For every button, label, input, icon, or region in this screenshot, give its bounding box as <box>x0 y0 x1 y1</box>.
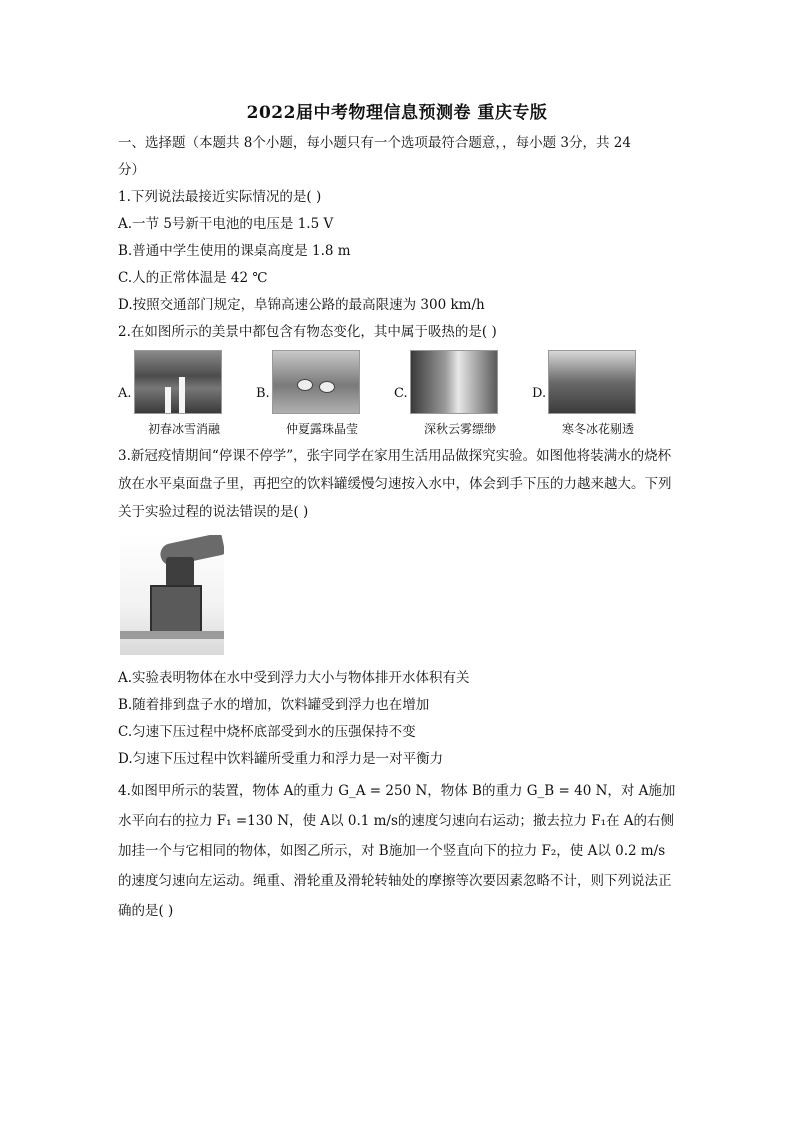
icicle-shape <box>179 377 185 413</box>
q3-experiment-photo <box>120 535 224 655</box>
q1-stem: 1.下列说法最接近实际情况的是( ) <box>118 189 322 205</box>
q1-option-b: B.普通中学生使用的课桌高度是 1.8 m <box>118 243 351 259</box>
q1-option-a: A.一节 5号新干电池的电压是 1.5 V <box>118 216 334 232</box>
q4-stem: 4.如图甲所示的装置，物体 A的重力 G_A = 250 N，物体 B的重力 G_B = 40 N，对 A施加水平向右的拉力 F₁ =130 N，使 A以 0.1 m/s的速度匀速向右运动；撤去拉力 F₁在 A的右侧加挂一个与它相同的物体，如图乙所示，对 B施加一个竖直向下的拉力 F₂，使 A以 0.2 m/s的速度匀速向左运动。绳重、滑轮重及滑轮转轴处的摩擦等次要因素忽略不计，则下列说法正确的是( ) <box>118 783 676 919</box>
q3-stem: 3.新冠疫情期间“停课不停学”，张宇同学在家用生活用品做探究实验。如图他将装满水的烧杯放在水平桌面盘子里，再把空的饮料罐缓慢匀速按入水中，体会到手下压的力越来越大。下列关于实验过程的说法错误的是( ) <box>118 448 672 520</box>
q3-option-c: C.匀速下压过程中烧杯底部受到水的压强保持不变 <box>118 724 416 740</box>
plate-shape <box>120 631 224 639</box>
dewdrop-shape <box>319 381 335 393</box>
q2-picture-row <box>118 350 678 440</box>
q2-option-a-letter: A. <box>118 386 132 401</box>
q2-option-a-caption: 初春冰雪消融 <box>147 422 220 436</box>
section-heading-line-2: 分） <box>118 162 145 178</box>
q1-option-c: C.人的正常体温是 42 ℃ <box>118 270 268 286</box>
drink-can-shape <box>166 557 194 587</box>
q2-option-b-letter: B. <box>256 386 270 401</box>
q2-option-d-letter: D. <box>532 386 547 401</box>
beaker-shape <box>150 585 202 635</box>
cloud-mist-photo <box>410 350 498 414</box>
q3-option-b: B.随着排到盘子水的增加，饮料罐受到浮力也在增加 <box>118 697 430 713</box>
q2-option-c <box>394 350 524 440</box>
dewdrop-photo <box>272 350 360 414</box>
q2-option-b-caption: 仲夏露珠晶莹 <box>285 422 358 436</box>
q3-option-d: D.匀速下压过程中饮料罐所受重力和浮力是一对平衡力 <box>118 751 444 767</box>
section-heading-line-1: 一、选择题（本题共 8个小题，每小题只有一个选项最符合题意，，每小题 3分，共 24 <box>118 135 631 151</box>
page-title: 2022届中考物理信息预测卷 重庆专版 <box>246 103 548 123</box>
frost-flower-photo <box>548 350 636 414</box>
icicle-shape <box>165 387 171 413</box>
q2-option-c-caption: 深秋云雾缥缈 <box>423 422 496 436</box>
q2-option-b <box>256 350 386 440</box>
melting-ice-photo <box>134 350 222 414</box>
q2-stem: 2.在如图所示的美景中都包含有物态变化，其中属于吸热的是( ) <box>118 324 497 340</box>
q2-option-d <box>532 350 662 440</box>
q3-option-a: A.实验表明物体在水中受到浮力大小与物体排开水体积有关 <box>118 670 470 686</box>
q2-option-c-letter: C. <box>394 386 408 401</box>
q2-option-d-caption: 寒冬冰花剔透 <box>561 422 634 436</box>
q2-option-a <box>118 350 248 440</box>
q1-option-d: D.按照交通部门规定，阜锦高速公路的最高限速为 300 km/h <box>118 297 485 313</box>
dewdrop-shape <box>297 379 313 391</box>
